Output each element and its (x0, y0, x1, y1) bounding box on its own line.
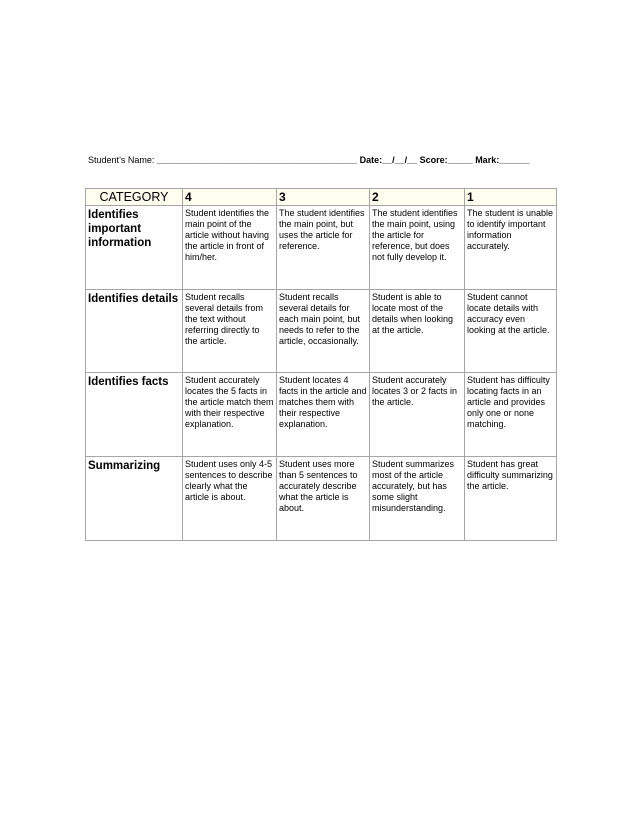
table-cell: Student accurately locates the 5 facts in the article match them with their respective explanation. (183, 373, 277, 457)
table-cell: Student cannot locate details with accuracy even looking at the article. (465, 290, 557, 373)
table-cell: Student uses more than 5 sentences to accurately describe what the article is about. (277, 457, 370, 541)
row-category: Identifies facts (86, 373, 183, 457)
table-cell: The student is unable to identify important information accurately. (465, 206, 557, 290)
table-cell: Student uses only 4-5 sentences to describe clearly what the article is about. (183, 457, 277, 541)
student-name-label: Student’s Name: (88, 155, 157, 165)
student-info-line (88, 155, 558, 165)
table-cell: Student has great difficulty summarizing the article. (465, 457, 557, 541)
table-cell: The student identifies the main point, but uses the article for reference. (277, 206, 370, 290)
column-header-score-4: 4 (183, 189, 277, 206)
mark-label: Mark:______ (472, 155, 530, 165)
student-name-blank: ________________________________________ (156, 155, 358, 165)
column-header-score-3: 3 (277, 189, 370, 206)
row-category: Identifies details (86, 290, 183, 373)
table-cell: Student has difficulty locating facts in an article and provides only one or none matching. (465, 373, 557, 457)
row-category: Identifies important information (86, 206, 183, 290)
table-cell: Student accurately locates 3 or 2 facts in the article. (370, 373, 465, 457)
score-label: Score:_____ (417, 155, 473, 165)
column-header-score-1: 1 (465, 189, 557, 206)
column-header-score-2: 2 (370, 189, 465, 206)
table-row (86, 206, 557, 290)
table-cell: Student recalls several details from the text without referring directly to the article. (183, 290, 277, 373)
table-cell: Student identifies the main point of the article without having the article in front of him/her. (183, 206, 277, 290)
table-row (86, 373, 557, 457)
table-cell: The student identifies the main point, using the article for reference, but does not fully develop it. (370, 206, 465, 290)
header-row (86, 189, 557, 206)
row-category: Summarizing (86, 457, 183, 541)
table-cell: Student recalls several details for each main point, but needs to refer to the article, occasionally. (277, 290, 370, 373)
table-cell: Student locates 4 facts in the article and matches them with their respective explanation. (277, 373, 370, 457)
table-row (86, 457, 557, 541)
column-header-category: CATEGORY (86, 189, 183, 206)
rubric-table (85, 188, 557, 541)
table-cell: Student is able to locate most of the details when looking at the article. (370, 290, 465, 373)
table-row (86, 290, 557, 373)
table-cell: Student summarizes most of the article accurately, but has some slight misunderstanding. (370, 457, 465, 541)
date-label: Date:__/__/__ (357, 155, 418, 165)
